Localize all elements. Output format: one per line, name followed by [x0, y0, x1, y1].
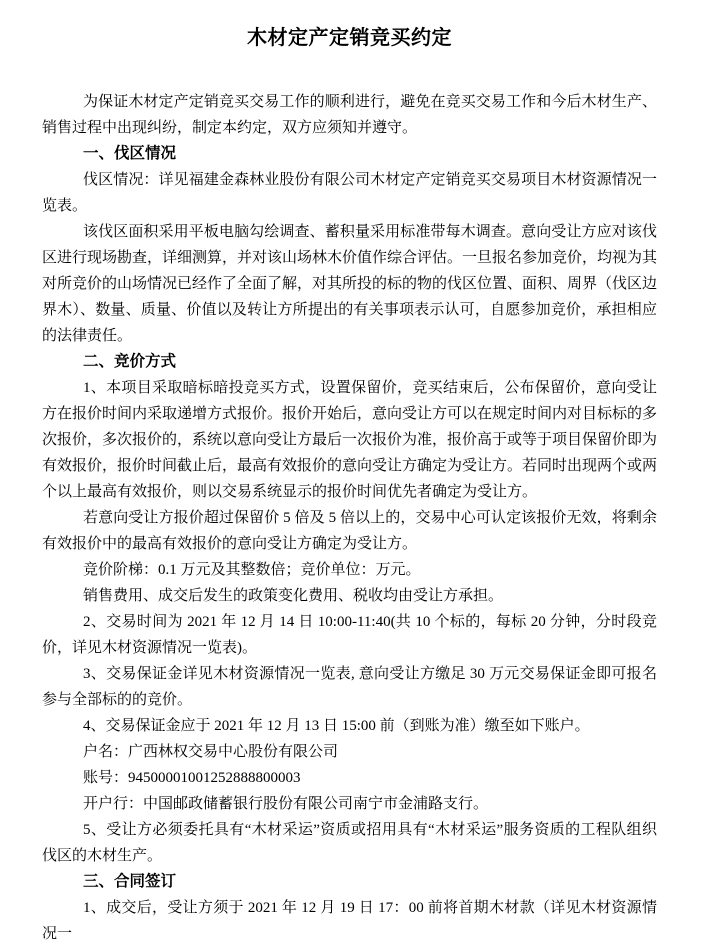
section-heading: 一、伐区情况 [83, 145, 177, 162]
paragraph: 账号：94500001001252888800003 [83, 770, 301, 786]
paragraph: 1、成交后，受让方须于 2021 年 12 月 19 日 17：00 前将首期木材款（详见木材资源情况一 [42, 900, 657, 942]
paragraph: 户名：广西林权交易中心股份有限公司 [83, 744, 339, 760]
section-heading: 三、合同签订 [83, 873, 177, 890]
paragraph: 该伐区面积采用平板电脑勾绘调查、蓄积量采用标准带每木调查。意向受让方应对该伐区进行现场勘查，详细测算，并对该山场林木价值作综合评估。一旦报名参加竞价，均视为其对所竞价的山场情况已经作了全面了解，对其所投的标的物的伐区位置、面积、周界（伐区边界木）、数量、质量、价值以及转让方所提出的有关事项表示认可，自愿参加竞价，承担相应的法律责任。 [42, 224, 658, 344]
section-heading: 二、竞价方式 [83, 353, 177, 370]
paragraph: 1、本项目采取暗标暗投竞买方式，设置保留价，竞买结束后，公布保留价，意向受让方在报价时间内采取递增方式报价。报价开始后，意向受让方可以在规定时间内对目标标的多次报价，多次报价的，系统以意向受让方最后一次报价为准，报价高于或等于项目保留价即为有效报价，报价时间截止后，最高有效报价的意向受让方确定为受让方。若同时出现两个或两个以上最高有效报价，则以交易系统显示的报价时间优先者确定为受让方。 [42, 380, 658, 500]
paragraph: 4、交易保证金应于 2021 年 12 月 13 日 15:00 前（到账为准）缴至如下账户。 [83, 718, 590, 734]
document-body [42, 89, 657, 947]
paragraph: 销售费用、成交后发生的政策变化费用、税收均由受让方承担。 [83, 588, 504, 604]
paragraph: 为保证木材定产定销竞买交易工作的顺利进行，避免在竞买交易工作和今后木材生产、销售过程中出现纠纷，制定本约定，双方应须知并遵守。 [42, 94, 657, 136]
document-title: 木材定产定销竞买约定 [247, 27, 452, 49]
paragraph: 3、交易保证金详见木材资源情况一览表, 意向受让方缴足 30 万元交易保证金即可报名参与全部标的的竞价。 [42, 666, 657, 708]
paragraph: 若意向受让方报价超过保留价 5 倍及 5 倍以上的，交易中心可认定该报价无效，将剩余有效报价中的最高有效报价的意向受让方确定为受让方。 [42, 510, 657, 552]
paragraph: 开户行：中国邮政储蓄银行股份有限公司南宁市金浦路支行。 [83, 796, 489, 812]
paragraph: 竞价阶梯：0.1 万元及其整数倍；竞价单位：万元。 [83, 562, 421, 578]
paragraph: 2、交易时间为 2021 年 12 月 14 日 10:00-11:40(共 10 个标的，每标 20 分钟，分时段竞价，详见木材资源情况一览表)。 [42, 614, 657, 656]
paragraph: 伐区情况：详见福建金森林业股份有限公司木材定产定销竞买交易项目木材资源情况一览表。 [42, 172, 657, 214]
paragraph: 5、受让方必须委托具有“木材采运”资质或招用具有“木材采运”服务资质的工程队组织伐区的木材生产。 [42, 822, 657, 864]
